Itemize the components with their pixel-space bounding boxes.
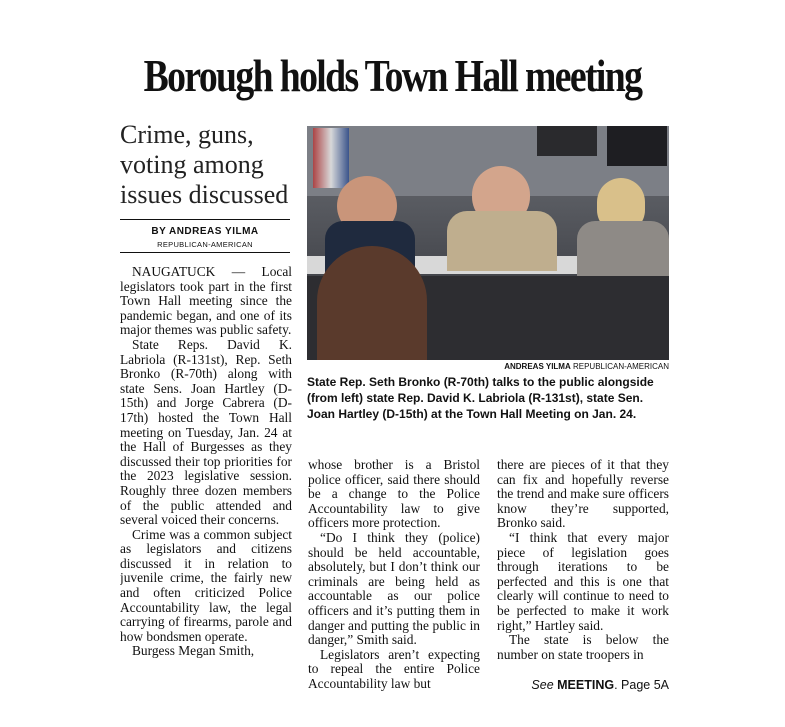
paragraph: there are pieces of it that they can fix and hopefully reverse the trend and make sure officers know they’re supported, Bronko said. (497, 458, 669, 531)
photo-caption: State Rep. Seth Bronko (R-70th) talks to the public alongside (from left) state Rep. David K. Labriola (R-131st), state Sen. Joan Hartley (D-15th) at the Town Hall Meeting on Jan. 24. (307, 375, 654, 421)
body-column-3 (497, 458, 669, 668)
headline: Borough holds Town Hall meeting (143, 50, 642, 101)
paragraph: Crime was a common subject as legislators and citizens discussed it in relation to juvenile crime, the fairly new and often criticized Police Accountability law, the legal carrying of firearms, parole and how bondsmen operate. (120, 526, 292, 644)
byline-author: BY ANDREAS YILMA (151, 226, 259, 237)
paragraph: NAUGATUCK — Local legislators took part in the first Town Hall meeting since the pandemic began, and one of its major themes was public safety. (120, 265, 292, 338)
byline-bottom-rule (120, 252, 290, 253)
byline-top-rule (120, 219, 290, 220)
photo-credit-org: REPUBLICAN-AMERICAN (572, 362, 669, 371)
body-column-1 (120, 265, 292, 695)
photo-credit (307, 362, 669, 371)
byline-org: REPUBLICAN-AMERICAN (157, 240, 253, 249)
paragraph: “Do I think they (police) should be held accountable, absolutely, but I don’t think our criminals are being held as accountable as our police officers and it’s putting them in danger and putting the public in danger,” Smith said. (308, 529, 480, 648)
paragraph: The state is below the number on state troopers in (497, 632, 669, 662)
paragraph: whose brother is a Bristol police officer, said there should be a change to the Police Accountability law to give officers more protection. (308, 458, 480, 531)
jump-see: See (531, 678, 554, 692)
jump-keyword: MEETING (557, 678, 615, 692)
jump-page: . Page 5A (614, 678, 669, 692)
paragraph: State Reps. David K. Labriola (R-131st), Rep. Seth Bronko (R-70th) along with state Sens. Joan Hartley (D-15th) and Jorge Cabrera (D-17th) hosted the Town Hall meeting on Tuesday, Jan. 24 at the Hall of Burgesses as they discussed their top priorities for the 2023 legislative session. Roughly three dozen members of the public attended and several voiced their concerns. (120, 336, 292, 528)
paragraph: “I think that every major piece of legislation goes through iterations to be perfected and this is one that clearly will continue to need to be perfected to make it work right,” Hartley said. (497, 529, 669, 633)
photo-credit-name: ANDREAS YILMA (504, 362, 571, 371)
paragraph: Burgess Megan Smith, (132, 643, 255, 659)
news-photo (307, 126, 669, 360)
deck: Crime, guns, voting among issues discussed (120, 120, 289, 209)
body-column-2 (308, 458, 480, 695)
jump-line (497, 678, 669, 692)
paragraph: Legislators aren’t expecting to repeal the entire Police Accountability law but (308, 646, 480, 691)
